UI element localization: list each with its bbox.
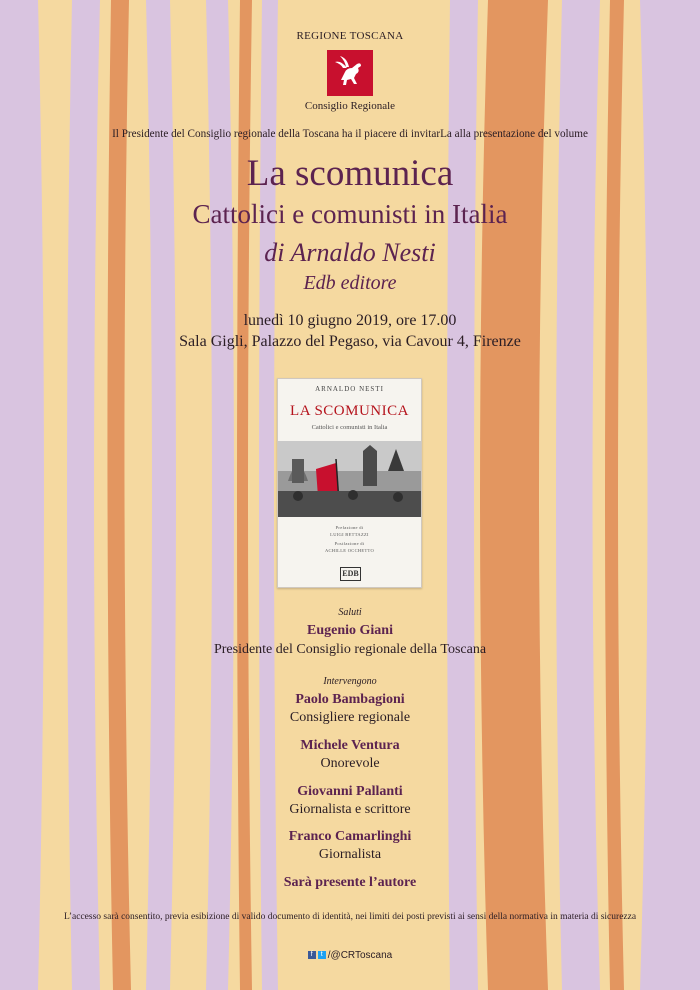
greetings-role: Presidente del Consiglio regionale della Toscana <box>213 642 487 657</box>
access-footnote: L’accesso sarà consentito, previa esibizione di valido documento di identità, nei limiti dei posti previsti ai sensi della normativa in materia di sicurezza <box>63 912 637 922</box>
social-handles <box>0 950 700 961</box>
cover-postface-name: ACHILLE OCCHETTO <box>324 548 375 553</box>
book-publisher: Edb editore <box>303 272 397 294</box>
greetings-label: Saluti <box>338 607 362 618</box>
speaker-name: Michele Ventura <box>300 738 400 753</box>
cover-author: ARNALDO NESTI <box>315 385 384 393</box>
facebook-icon[interactable]: f <box>308 951 316 959</box>
speaker-role: Giornalista <box>318 847 382 862</box>
region-name: REGIONE TOSCANA <box>296 30 404 42</box>
twitter-icon[interactable]: t <box>318 951 326 959</box>
event-place: Sala Gigli, Palazzo del Pegaso, via Cavour 4, Firenze <box>179 333 521 350</box>
book-subtitle: Cattolici e comunisti in Italia <box>192 199 508 229</box>
publisher-logo: EDB <box>340 567 361 581</box>
cover-postface-label: Postfazione di <box>334 541 365 546</box>
pegasus-icon <box>327 50 373 96</box>
cover-photo <box>278 441 421 517</box>
invitation-text: Il Presidente del Consiglio regionale della Toscana ha il piacere di invitarLa alla presentazione del volume <box>112 128 588 140</box>
speaker-name: Franco Camarlinghi <box>288 829 412 844</box>
cover-title: LA SCOMUNICA <box>290 403 409 419</box>
social-handle[interactable]: /@CRToscana <box>327 950 393 961</box>
event-date: lunedì 10 giugno 2019, ore 17.00 <box>243 312 457 329</box>
speaker-role: Giornalista e scrittore <box>289 802 411 817</box>
speaker-role: Onorevole <box>320 756 380 771</box>
speaker-name: Paolo Bambagioni <box>295 692 405 707</box>
speakers-label: Intervengono <box>323 676 377 687</box>
book-author: di Arnaldo Nesti <box>264 238 436 267</box>
cover-subtitle: Cattolici e comunisti in Italia <box>311 424 388 431</box>
closing-note: Sarà presente l’autore <box>283 875 417 890</box>
book-cover <box>277 378 422 588</box>
cover-preface-name: LUIGI BETTAZZI <box>330 532 369 537</box>
cover-preface-label: Prefazione di <box>335 525 364 530</box>
council-name: Consiglio Regionale <box>304 100 396 112</box>
speaker-name: Giovanni Pallanti <box>297 784 403 799</box>
greetings-name: Eugenio Giani <box>307 623 393 638</box>
speaker-role: Consigliere regionale <box>289 710 411 725</box>
book-title: La scomunica <box>246 153 454 194</box>
